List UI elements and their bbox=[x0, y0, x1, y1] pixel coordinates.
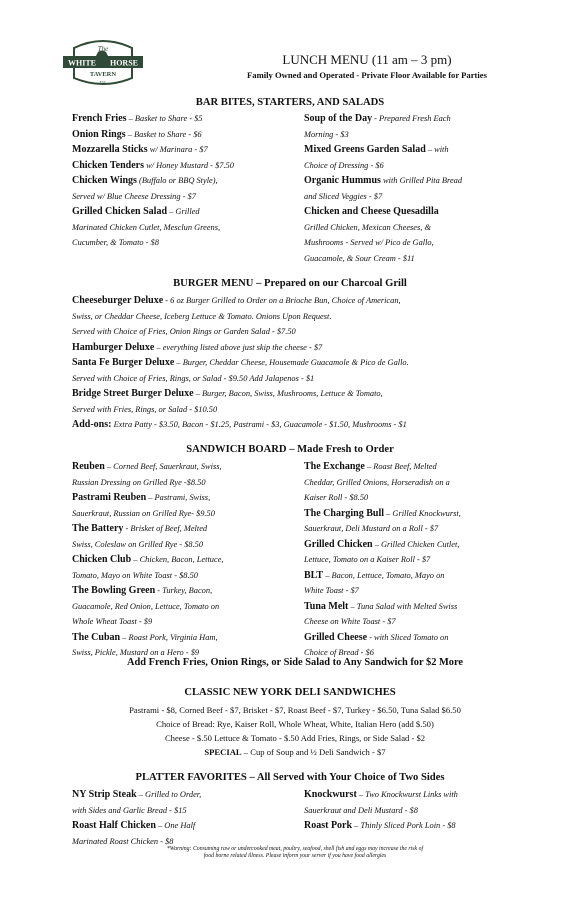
menu-item-description-line: Marinated Roast Chicken - $8 bbox=[72, 836, 174, 846]
menu-item-description: – Roast Pork, Virginia Ham, bbox=[120, 632, 218, 642]
menu-item-description-line: Choice of Bread - $6 bbox=[304, 648, 374, 657]
menu-item-description-line: Marinated Chicken Cutlet, Mesclun Greens, bbox=[72, 222, 221, 232]
menu-item-name: Knockwurst bbox=[304, 789, 357, 800]
menu-item-first-line bbox=[304, 568, 514, 584]
menu-item-description-line: with Sides and Garlic Bread - $15 bbox=[72, 805, 187, 815]
menu-item-description-line: Choice of Dressing - $6 bbox=[304, 160, 384, 170]
menu-item-name: Pastrami Reuben bbox=[72, 492, 147, 503]
menu-item bbox=[304, 630, 514, 661]
svg-text:TAVERN: TAVERN bbox=[89, 71, 117, 78]
menu-item-first-line bbox=[72, 111, 300, 127]
menu-item-description: – Pastrami, Swiss, bbox=[146, 493, 211, 502]
menu-item-first-line bbox=[72, 490, 300, 506]
menu-item-description: w/ Marinara - $7 bbox=[147, 145, 208, 154]
menu-item-description: – Grilled Knockwurst, bbox=[384, 508, 461, 518]
menu-item-name: French Fries bbox=[72, 113, 127, 124]
menu-item-first-line bbox=[304, 818, 514, 834]
menu-item-first-line bbox=[72, 142, 300, 158]
section-heading-platter bbox=[60, 772, 520, 783]
menu-item-description-line: Served with Choice of Fries, Rings, or Salad - $9.50 Add Jalapenos - $1 bbox=[72, 373, 315, 383]
menu-item-name: BLT bbox=[304, 569, 324, 581]
menu-item-description: – Tuna Salad with Melted Swiss bbox=[348, 601, 458, 611]
menu-item bbox=[72, 127, 300, 143]
menu-item-name: The Charging Bull bbox=[304, 507, 385, 519]
menu-item-description: – Chicken, Bacon, Lettuce, bbox=[131, 555, 224, 564]
section-heading-bar-bites: BAR BITES, STARTERS, AND SALADS bbox=[195, 97, 385, 108]
menu-item-first-line bbox=[304, 506, 514, 522]
menu-item-description-line: White Toast - $7 bbox=[304, 586, 359, 595]
menu-item bbox=[72, 386, 512, 417]
menu-item-description-line: Served with Fries, Rings, or Salad - $10.50 bbox=[72, 404, 218, 414]
section-heading-sandwich-title: SANDWICH BOARD bbox=[186, 444, 287, 455]
section-heading-deli: CLASSIC NEW YORK DELI SANDWICHES bbox=[184, 687, 396, 698]
menu-item-first-line bbox=[304, 787, 514, 803]
menu-item-first-line bbox=[72, 204, 300, 220]
menu-item-first-line bbox=[72, 293, 512, 309]
menu-item-name: The Cuban bbox=[72, 631, 121, 643]
menu-item-description: – Thinly Sliced Pork Loin - $8 bbox=[352, 821, 456, 830]
menu-item-name: Grilled Chicken Salad bbox=[72, 206, 168, 217]
menu-item-name: Organic Hummus bbox=[304, 175, 381, 186]
menu-item-first-line bbox=[72, 127, 300, 143]
menu-item-description: – Roast Beef, Melted bbox=[364, 462, 437, 471]
menu-item bbox=[72, 490, 300, 521]
menu-item-name: Chicken Tenders bbox=[72, 159, 144, 171]
menu-item-name: Mixed Greens Garden Salad bbox=[304, 144, 426, 155]
menu-item-first-line bbox=[304, 204, 514, 220]
menu-item-name: NY Strip Steak bbox=[72, 789, 137, 800]
menu-item-first-line bbox=[72, 355, 512, 371]
menu-item bbox=[72, 204, 300, 251]
section-heading-sandwich-note: – Made Fresh to Order bbox=[286, 444, 394, 455]
page-title: LUNCH MENU (11 am – 3 pm) bbox=[282, 52, 452, 67]
sandwich-tagline: Add French Fries, Onion Rings, or Side Salad to Any Sandwich for $2 More bbox=[126, 657, 464, 668]
section-heading-burger-title: BURGER MENU bbox=[173, 278, 254, 289]
menu-item-description: – with bbox=[425, 145, 449, 154]
menu-item-first-line bbox=[72, 787, 300, 803]
deli-special-label: SPECIAL bbox=[204, 747, 242, 757]
svg-text:WHITE: WHITE bbox=[67, 58, 97, 68]
menu-item-description-line: Swiss, or Cheddar Cheese, Iceberg Lettuce & Tomato. Onions Upon Request. bbox=[72, 311, 332, 321]
menu-item bbox=[72, 355, 512, 386]
menu-item-description-line: Kaiser Roll - $8.50 bbox=[304, 493, 369, 502]
menu-item-description-line: Served w/ Blue Cheese Dressing - $7 bbox=[72, 191, 196, 201]
menu-item-description: – Two Knockwurst Links with bbox=[356, 790, 458, 799]
menu-item-description-line: Cheese on White Toast - $7 bbox=[304, 617, 396, 626]
menu-item-description: – everything listed above just skip the cheese - $7 bbox=[154, 342, 323, 352]
menu-item-description-line: and Sliced Veggies - $7 bbox=[304, 191, 383, 201]
menu-item bbox=[304, 506, 514, 537]
menu-item bbox=[304, 787, 514, 818]
sandwich-left-column bbox=[72, 459, 300, 661]
menu-item-description-line: Swiss, Pickle, Mustard on a Hero - $9 bbox=[72, 648, 200, 657]
menu-item bbox=[304, 537, 514, 568]
menu-item-first-line bbox=[304, 630, 514, 646]
menu-item-name: Grilled Chicken bbox=[304, 538, 373, 550]
menu-item-first-line bbox=[72, 521, 300, 537]
menu-item-first-line bbox=[72, 583, 300, 599]
menu-item-first-line bbox=[304, 111, 514, 127]
menu-item-description: w/ Honey Mustard - $7.50 bbox=[143, 160, 234, 170]
menu-item bbox=[72, 552, 300, 583]
menu-item bbox=[72, 142, 300, 158]
menu-item-description-line: Cucumber, & Tomato - $8 bbox=[72, 238, 159, 247]
sandwich-right-column bbox=[304, 459, 514, 661]
menu-item bbox=[72, 417, 512, 433]
menu-item bbox=[304, 173, 514, 204]
bar-bites-left-column bbox=[72, 111, 300, 251]
menu-item bbox=[304, 568, 514, 599]
menu-item-description: – Basket to Share - $5 bbox=[126, 114, 203, 123]
menu-item-description: – Burger, Bacon, Swiss, Mushrooms, Lettuce & Tomato, bbox=[193, 389, 383, 398]
menu-item bbox=[72, 787, 300, 818]
menu-item-description: – Burger, Cheddar Cheese, Housemade Guacamole & Pico de Gallo. bbox=[174, 358, 409, 367]
deli-line: Cheese - $.50 Lettuce & Tomato - $.50 Add Fries, Rings, or Side Salad - $2 bbox=[164, 733, 426, 743]
menu-item-description-line: Morning - $3 bbox=[304, 129, 349, 139]
menu-item-first-line bbox=[304, 142, 514, 158]
menu-item bbox=[72, 583, 300, 630]
menu-item-first-line bbox=[304, 537, 514, 553]
menu-item-name: Santa Fe Burger Deluxe bbox=[72, 357, 175, 368]
menu-item-first-line bbox=[72, 173, 300, 189]
menu-item-description-line: Swiss, Coleslaw on Grilled Rye - $8.50 bbox=[72, 539, 204, 549]
menu-item bbox=[72, 459, 300, 490]
menu-item bbox=[304, 111, 514, 142]
menu-item-description-line: Mushrooms - Served w/ Pico de Gallo, bbox=[304, 238, 434, 247]
menu-item-description-line: Grilled Chicken, Mexican Cheeses, & bbox=[304, 222, 431, 232]
menu-item-name: Chicken and Cheese Quesadilla bbox=[304, 206, 439, 217]
menu-item bbox=[72, 293, 512, 340]
section-heading-platter-note: – All Served with Your Choice of Two Sides bbox=[246, 772, 445, 783]
menu-item-description: – One Half bbox=[155, 821, 196, 830]
menu-item-description-line: Served with Choice of Fries, Onion Rings or Garden Salad - $7.50 bbox=[72, 327, 296, 336]
menu-item-description: – Bacon, Lettuce, Tomato, Mayo on bbox=[323, 570, 445, 580]
menu-item-description: (Buffalo or BBQ Style), bbox=[136, 176, 218, 185]
menu-item-description-line: Lettuce, Tomato on a Kaiser Roll - $7 bbox=[304, 555, 431, 564]
menu-item-description: Extra Patty - $3.50, Bacon - $1.25, Pastrami - $3, Guacamole - $1.50, Mushrooms - $1 bbox=[111, 420, 407, 429]
menu-item-name: Cheeseburger Deluxe bbox=[72, 295, 164, 306]
menu-item-name: Roast Pork bbox=[304, 820, 353, 831]
deli-special-text: – Cup of Soup and ½ Deli Sandwich - $7 bbox=[241, 747, 386, 757]
white-horse-tavern-logo bbox=[60, 38, 146, 88]
section-heading-platter-title: PLATTER FAVORITES bbox=[135, 772, 247, 783]
menu-item-description-line: Sauerkraut, Deli Mustard on a Roll - $7 bbox=[304, 524, 439, 533]
svg-text:The: The bbox=[97, 45, 109, 53]
menu-item-description-line: Cheddar, Grilled Onions, Horseradish on a bbox=[304, 477, 450, 487]
section-heading-sandwich bbox=[60, 444, 520, 455]
menu-item-description-line: Tomato, Mayo on White Toast - $8.50 bbox=[72, 570, 198, 580]
menu-item-first-line bbox=[304, 459, 514, 475]
menu-item-first-line bbox=[72, 552, 300, 568]
menu-item bbox=[72, 630, 300, 661]
menu-item-description: – Grilled Chicken Cutlet, bbox=[372, 539, 460, 549]
menu-item-description: - Turkey, Bacon, bbox=[155, 586, 213, 595]
food-warning-line: food borne related illness. Please inform your server if you have food allergies bbox=[203, 853, 387, 859]
page-subtitle: Family Owned and Operated - Private Floor Available for Parties bbox=[247, 70, 487, 80]
menu-item-first-line bbox=[72, 630, 300, 646]
menu-item-name: The Bowling Green bbox=[72, 585, 156, 596]
deli-line: Choice of Bread: Rye, Kaiser Roll, Whole Wheat, White, Italian Hero (add $.50) bbox=[156, 719, 434, 729]
section-heading-burger-note: – Prepared on our Charcoal Grill bbox=[253, 278, 407, 289]
menu-item bbox=[72, 818, 300, 849]
menu-item-description: – Basket to Share - $6 bbox=[125, 129, 202, 139]
menu-item-name: Bridge Street Burger Deluxe bbox=[72, 388, 194, 399]
menu-item-first-line bbox=[304, 173, 514, 189]
menu-item bbox=[72, 111, 300, 127]
menu-item-description: - 6 oz Burger Grilled to Order on a Brioche Bun, Choice of American, bbox=[163, 296, 401, 305]
menu-item-name: The Battery bbox=[72, 523, 124, 534]
menu-item-description: – Grilled bbox=[167, 207, 200, 216]
menu-item-name: Add-ons: bbox=[72, 419, 112, 430]
menu-item-name: Soup of the Day bbox=[304, 113, 373, 124]
menu-item-name: Onion Rings bbox=[72, 128, 126, 140]
menu-item bbox=[304, 204, 514, 266]
food-warning-line: *Warning: Consuming raw or undercooked meat, poultry, seafood, shell fish and eggs may increase the risk of bbox=[166, 846, 424, 852]
menu-item-name: Chicken Club bbox=[72, 554, 132, 565]
menu-item-name: Tuna Melt bbox=[304, 600, 349, 612]
menu-item-description-line: Guacamole, Red Onion, Lettuce, Tomato on bbox=[72, 601, 220, 611]
food-warning bbox=[100, 846, 490, 860]
menu-item-description-line: Sauerkraut and Deli Mustard - $8 bbox=[304, 805, 418, 815]
menu-item-first-line bbox=[72, 459, 300, 475]
menu-item bbox=[304, 459, 514, 506]
menu-item-description: – Corned Beef, Sauerkraut, Swiss, bbox=[104, 462, 222, 471]
burger-list bbox=[72, 293, 512, 433]
menu-item-description: – Grilled to Order, bbox=[136, 790, 202, 799]
menu-item bbox=[72, 158, 300, 174]
section-heading-burger bbox=[60, 278, 520, 289]
menu-item-first-line bbox=[72, 417, 512, 433]
menu-item-description-line: Whole Wheat Toast - $9 bbox=[72, 617, 153, 626]
menu-item-description: with Grilled Pita Bread bbox=[380, 176, 463, 185]
menu-item bbox=[304, 818, 514, 834]
menu-item-description-line: Guacamole, & Sour Cream - $11 bbox=[304, 253, 415, 263]
menu-item-first-line bbox=[72, 340, 512, 356]
menu-item bbox=[72, 521, 300, 552]
menu-item-name: The Exchange bbox=[304, 461, 365, 472]
menu-item bbox=[304, 142, 514, 173]
menu-item-first-line bbox=[72, 386, 512, 402]
menu-item-description-line: Sauerkraut, Russian on Grilled Rye- $9.50 bbox=[72, 508, 215, 518]
menu-item-name: Grilled Cheese bbox=[304, 631, 368, 643]
bar-bites-right-column bbox=[304, 111, 514, 266]
menu-item-description-line: Russian Dressing on Grilled Rye -$8.50 bbox=[72, 477, 206, 487]
menu-item-name: Roast Half Chicken bbox=[72, 820, 156, 831]
menu-item-first-line bbox=[304, 599, 514, 615]
platter-left-column bbox=[72, 787, 300, 849]
menu-item bbox=[304, 599, 514, 630]
deli-line: Pastrami - $8, Corned Beef - $7, Brisket - $7, Roast Beef - $7, Turkey - $6.50, Tuna Salad $6.50 bbox=[129, 705, 461, 715]
svg-text:HORSE: HORSE bbox=[109, 58, 139, 68]
deli-details bbox=[60, 703, 530, 759]
menu-item-name: Reuben bbox=[72, 461, 105, 472]
menu-item-name: Chicken Wings bbox=[72, 175, 137, 186]
menu-item-name: Mozzarella Sticks bbox=[72, 144, 148, 155]
menu-item bbox=[72, 173, 300, 204]
menu-item-first-line bbox=[72, 818, 300, 834]
menu-item-description: - with Sliced Tomato on bbox=[367, 632, 449, 642]
menu-item bbox=[72, 340, 512, 356]
menu-item-description: - Brisket of Beef, Melted bbox=[123, 524, 208, 533]
deli-special bbox=[60, 745, 530, 759]
menu-item-description: - Prepared Fresh Each bbox=[372, 114, 451, 123]
svg-text:EST.: EST. bbox=[99, 80, 107, 84]
platter-right-column bbox=[304, 787, 514, 834]
menu-item-name: Hamburger Deluxe bbox=[72, 341, 155, 353]
menu-item-first-line bbox=[72, 158, 300, 174]
